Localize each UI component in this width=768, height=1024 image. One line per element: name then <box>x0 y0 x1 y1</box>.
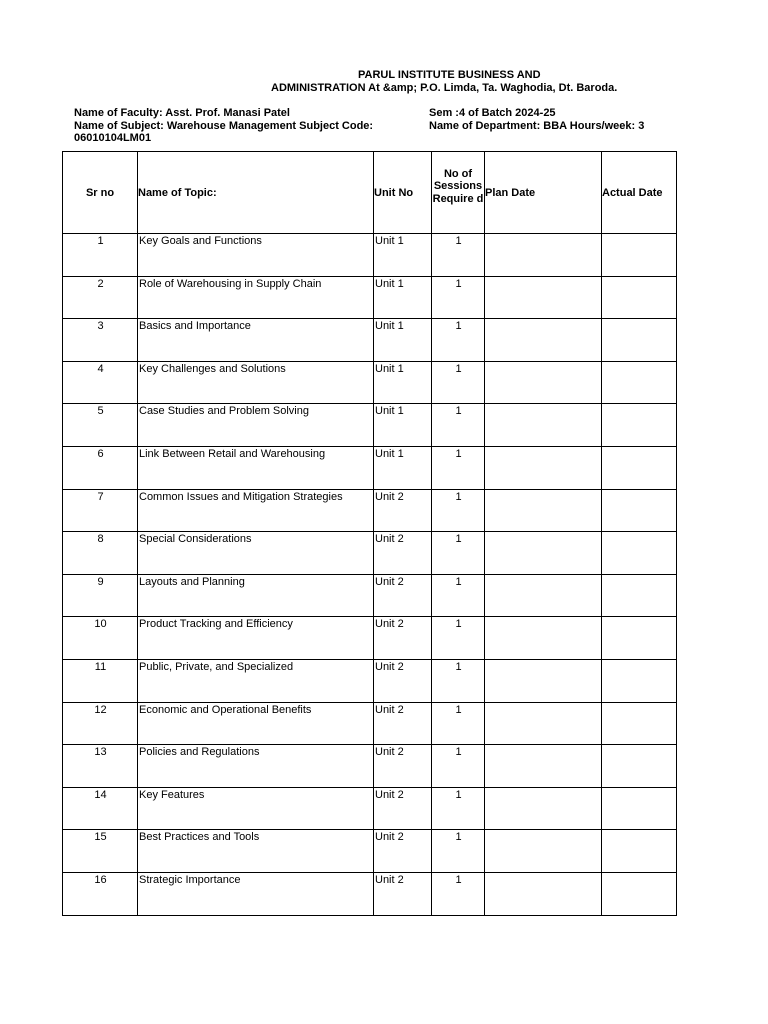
table-row <box>63 319 677 362</box>
sr-no-cell-text: 7 <box>97 490 104 503</box>
sessions-cell-text: 1 <box>455 405 462 418</box>
actual-date-cell-text <box>602 234 676 235</box>
plan-date-cell-text <box>485 788 601 789</box>
unit-cell <box>374 574 432 617</box>
plan-date-cell <box>485 276 602 319</box>
actual-date-cell <box>602 234 677 277</box>
table-row <box>63 489 677 532</box>
actual-date-cell-text <box>602 660 676 661</box>
sr-no-cell-text: 11 <box>94 660 107 673</box>
actual-date-cell-text <box>602 277 676 278</box>
topic-cell <box>138 361 374 404</box>
actual-date-cell-text <box>602 447 676 448</box>
sessions-cell-text: 1 <box>455 831 462 844</box>
sr-no-cell-text: 12 <box>94 703 107 716</box>
actual-date-cell-text <box>602 830 676 831</box>
topic-cell-text: Public, Private, and Specialized <box>139 660 294 673</box>
header-sessions-line1: No of <box>443 167 473 180</box>
sessions-cell-text: 1 <box>455 660 462 673</box>
lesson-plan-table <box>62 151 677 916</box>
sessions-cell <box>432 404 485 447</box>
sessions-cell-text: 1 <box>455 447 462 460</box>
unit-cell <box>374 446 432 489</box>
plan-date-cell <box>485 574 602 617</box>
unit-cell-text: Unit 1 <box>375 235 404 247</box>
faculty-name: Name of Faculty: Asst. Prof. Manasi Patel <box>74 107 290 119</box>
topic-cell-text: Basics and Importance <box>139 320 251 333</box>
unit-cell-text: Unit 2 <box>375 831 404 844</box>
header-sr-no: Sr no <box>63 152 138 234</box>
plan-date-cell <box>485 872 602 915</box>
institute-name-line2: ADMINISTRATION At &amp; P.O. Limda, Ta. Waghodia, Dt. Baroda. <box>271 82 618 94</box>
header-topic: Name of Topic: <box>138 152 374 234</box>
sessions-cell-text: 1 <box>455 873 462 886</box>
sr-no-cell <box>63 574 138 617</box>
sessions-cell-text: 1 <box>455 746 462 759</box>
sessions-cell-text: 1 <box>455 788 462 801</box>
sessions-cell-text: 1 <box>455 235 462 247</box>
header-unit-no: Unit No <box>374 152 432 234</box>
unit-cell <box>374 489 432 532</box>
plan-date-cell <box>485 404 602 447</box>
header-sessions-line3: Require d <box>432 192 484 205</box>
topic-cell <box>138 319 374 362</box>
sr-no-cell-text: 6 <box>97 447 104 460</box>
table-row <box>63 234 677 277</box>
unit-cell <box>374 234 432 277</box>
topic-cell-text: Special Considerations <box>139 533 252 546</box>
unit-cell <box>374 532 432 575</box>
unit-cell <box>374 872 432 915</box>
topic-cell-text: Common Issues and Mitigation Strategies <box>139 490 343 503</box>
table-row <box>63 659 677 702</box>
table-row <box>63 276 677 319</box>
plan-date-cell-text <box>485 873 601 874</box>
sr-no-cell-text: 10 <box>94 618 107 631</box>
plan-date-cell-text <box>485 532 601 533</box>
topic-cell-text: Link Between Retail and Warehousing <box>139 447 326 460</box>
unit-cell-text: Unit 2 <box>375 533 404 546</box>
table-row <box>63 787 677 830</box>
sessions-cell <box>432 617 485 660</box>
sessions-cell <box>432 830 485 873</box>
sessions-cell-text: 1 <box>455 575 462 588</box>
topic-cell-text: Role of Warehousing in Supply Chain <box>139 277 322 290</box>
topic-cell <box>138 659 374 702</box>
unit-cell-text: Unit 2 <box>375 703 404 716</box>
topic-cell-text: Economic and Operational Benefits <box>139 703 312 716</box>
unit-cell-text: Unit 2 <box>375 575 404 588</box>
sessions-cell-text: 1 <box>455 533 462 546</box>
plan-date-cell-text <box>485 745 601 746</box>
unit-cell-text: Unit 2 <box>375 746 404 759</box>
topic-cell <box>138 234 374 277</box>
actual-date-cell <box>602 787 677 830</box>
sessions-cell-text: 1 <box>455 320 462 333</box>
topic-cell-text: Key Features <box>139 788 205 801</box>
table-row <box>63 745 677 788</box>
header-plan-date: Plan Date <box>485 152 602 234</box>
unit-cell-text: Unit 1 <box>375 447 404 460</box>
sr-no-cell <box>63 617 138 660</box>
actual-date-cell-text <box>602 404 676 405</box>
unit-cell-text: Unit 2 <box>375 873 404 886</box>
plan-date-cell <box>485 787 602 830</box>
plan-date-cell-text <box>485 404 601 405</box>
plan-date-cell-text <box>485 703 601 704</box>
sr-no-cell-text: 5 <box>97 405 104 418</box>
plan-date-cell-text <box>485 319 601 320</box>
actual-date-cell <box>602 489 677 532</box>
sessions-cell-text: 1 <box>455 277 462 290</box>
plan-date-cell <box>485 234 602 277</box>
sr-no-cell-text: 9 <box>97 575 104 588</box>
sr-no-cell <box>63 404 138 447</box>
sessions-cell <box>432 489 485 532</box>
topic-cell <box>138 276 374 319</box>
unit-cell-text: Unit 2 <box>375 788 404 801</box>
actual-date-cell <box>602 276 677 319</box>
actual-date-cell <box>602 361 677 404</box>
sr-no-cell <box>63 787 138 830</box>
topic-cell <box>138 830 374 873</box>
topic-cell <box>138 617 374 660</box>
plan-date-cell-text <box>485 660 601 661</box>
unit-cell <box>374 787 432 830</box>
actual-date-cell <box>602 830 677 873</box>
plan-date-cell-text <box>485 490 601 491</box>
header-actual-date: Actual Date <box>602 152 677 234</box>
sr-no-cell <box>63 532 138 575</box>
sessions-cell <box>432 745 485 788</box>
subject-name: Name of Subject: Warehouse Management Subject Code: <box>74 120 374 132</box>
sr-no-cell <box>63 830 138 873</box>
sr-no-cell <box>63 872 138 915</box>
sr-no-cell-text: 3 <box>97 320 104 333</box>
plan-date-cell <box>485 745 602 788</box>
sessions-cell <box>432 234 485 277</box>
actual-date-cell-text <box>602 362 676 363</box>
sr-no-cell-text: 8 <box>97 533 104 546</box>
sr-no-cell <box>63 234 138 277</box>
table-row <box>63 404 677 447</box>
sessions-cell-text: 1 <box>455 490 462 503</box>
sessions-cell <box>432 276 485 319</box>
actual-date-cell-text <box>602 788 676 789</box>
sr-no-cell-text: 4 <box>97 362 104 375</box>
unit-cell <box>374 404 432 447</box>
unit-cell-text: Unit 1 <box>375 405 404 418</box>
topic-cell <box>138 574 374 617</box>
plan-date-cell <box>485 702 602 745</box>
plan-date-cell-text <box>485 362 601 363</box>
unit-cell-text: Unit 1 <box>375 277 404 290</box>
table-header-row <box>63 152 677 234</box>
topic-cell <box>138 532 374 575</box>
sessions-cell-text: 1 <box>455 362 462 375</box>
header-sessions <box>432 152 485 234</box>
sessions-cell <box>432 787 485 830</box>
actual-date-cell <box>602 404 677 447</box>
sr-no-cell-text: 2 <box>97 277 104 290</box>
topic-cell-text: Key Challenges and Solutions <box>139 362 286 375</box>
plan-date-cell <box>485 532 602 575</box>
unit-cell <box>374 745 432 788</box>
actual-date-cell <box>602 702 677 745</box>
actual-date-cell-text <box>602 532 676 533</box>
sr-no-cell <box>63 745 138 788</box>
table-row <box>63 617 677 660</box>
unit-cell-text: Unit 2 <box>375 490 404 503</box>
sr-no-cell <box>63 489 138 532</box>
sessions-cell-text: 1 <box>455 703 462 716</box>
plan-date-cell <box>485 361 602 404</box>
sr-no-cell-text: 1 <box>97 235 104 247</box>
department-hours: Name of Department: BBA Hours/week: 3 <box>429 120 645 132</box>
table-row <box>63 574 677 617</box>
actual-date-cell <box>602 532 677 575</box>
actual-date-cell-text <box>602 490 676 491</box>
subject-code: 06010104LM01 <box>74 132 152 144</box>
plan-date-cell-text <box>485 617 601 618</box>
actual-date-cell-text <box>602 319 676 320</box>
table-row <box>63 830 677 873</box>
unit-cell <box>374 319 432 362</box>
topic-cell-text: Policies and Regulations <box>139 746 260 759</box>
semester-batch: Sem :4 of Batch 2024-25 <box>429 107 556 119</box>
sessions-cell <box>432 574 485 617</box>
plan-date-cell <box>485 617 602 660</box>
sr-no-cell <box>63 702 138 745</box>
actual-date-cell <box>602 446 677 489</box>
topic-cell-text: Best Practices and Tools <box>139 831 260 844</box>
sr-no-cell-text: 14 <box>94 788 107 801</box>
plan-date-cell-text <box>485 447 601 448</box>
topic-cell-text: Product Tracking and Efficiency <box>139 618 293 631</box>
actual-date-cell-text <box>602 745 676 746</box>
unit-cell-text: Unit 1 <box>375 362 404 375</box>
sr-no-cell <box>63 319 138 362</box>
sr-no-cell-text: 15 <box>94 831 107 844</box>
sr-no-cell <box>63 276 138 319</box>
topic-cell <box>138 787 374 830</box>
sessions-cell <box>432 872 485 915</box>
actual-date-cell <box>602 872 677 915</box>
actual-date-cell <box>602 617 677 660</box>
sessions-cell <box>432 361 485 404</box>
plan-date-cell <box>485 830 602 873</box>
unit-cell-text: Unit 1 <box>375 320 404 333</box>
actual-date-cell <box>602 659 677 702</box>
unit-cell-text: Unit 2 <box>375 660 404 673</box>
actual-date-cell-text <box>602 873 676 874</box>
actual-date-cell-text <box>602 575 676 576</box>
topic-cell-text: Strategic Importance <box>139 873 241 886</box>
table-row <box>63 446 677 489</box>
table-row <box>63 532 677 575</box>
topic-cell <box>138 872 374 915</box>
unit-cell <box>374 361 432 404</box>
plan-date-cell-text <box>485 830 601 831</box>
actual-date-cell <box>602 574 677 617</box>
topic-cell-text: Key Goals and Functions <box>139 235 262 247</box>
table-row <box>63 702 677 745</box>
sessions-cell <box>432 702 485 745</box>
plan-date-cell <box>485 446 602 489</box>
plan-date-cell-text <box>485 575 601 576</box>
unit-cell <box>374 276 432 319</box>
unit-cell <box>374 659 432 702</box>
plan-date-cell <box>485 489 602 532</box>
topic-cell-text: Case Studies and Problem Solving <box>139 405 309 418</box>
sessions-cell-text: 1 <box>455 618 462 631</box>
sessions-cell <box>432 319 485 362</box>
sessions-cell <box>432 532 485 575</box>
actual-date-cell <box>602 319 677 362</box>
topic-cell <box>138 446 374 489</box>
actual-date-cell-text <box>602 617 676 618</box>
topic-cell <box>138 745 374 788</box>
sessions-cell <box>432 446 485 489</box>
sr-no-cell <box>63 446 138 489</box>
sr-no-cell <box>63 361 138 404</box>
unit-cell-text: Unit 2 <box>375 618 404 631</box>
sr-no-cell <box>63 659 138 702</box>
plan-date-cell <box>485 659 602 702</box>
unit-cell <box>374 617 432 660</box>
topic-cell-text: Layouts and Planning <box>139 575 245 588</box>
table-row <box>63 872 677 915</box>
unit-cell <box>374 702 432 745</box>
plan-date-cell-text <box>485 277 601 278</box>
plan-date-cell-text <box>485 234 601 235</box>
topic-cell <box>138 702 374 745</box>
plan-date-cell <box>485 319 602 362</box>
unit-cell <box>374 830 432 873</box>
header-sessions-line2: Sessions <box>433 180 483 193</box>
table-row <box>63 361 677 404</box>
sr-no-cell-text: 16 <box>94 873 107 886</box>
actual-date-cell-text <box>602 703 676 704</box>
topic-cell <box>138 404 374 447</box>
actual-date-cell <box>602 745 677 788</box>
institute-name-line1: PARUL INSTITUTE BUSINESS AND <box>358 69 541 81</box>
sessions-cell <box>432 659 485 702</box>
topic-cell <box>138 489 374 532</box>
sr-no-cell-text: 13 <box>94 746 107 759</box>
